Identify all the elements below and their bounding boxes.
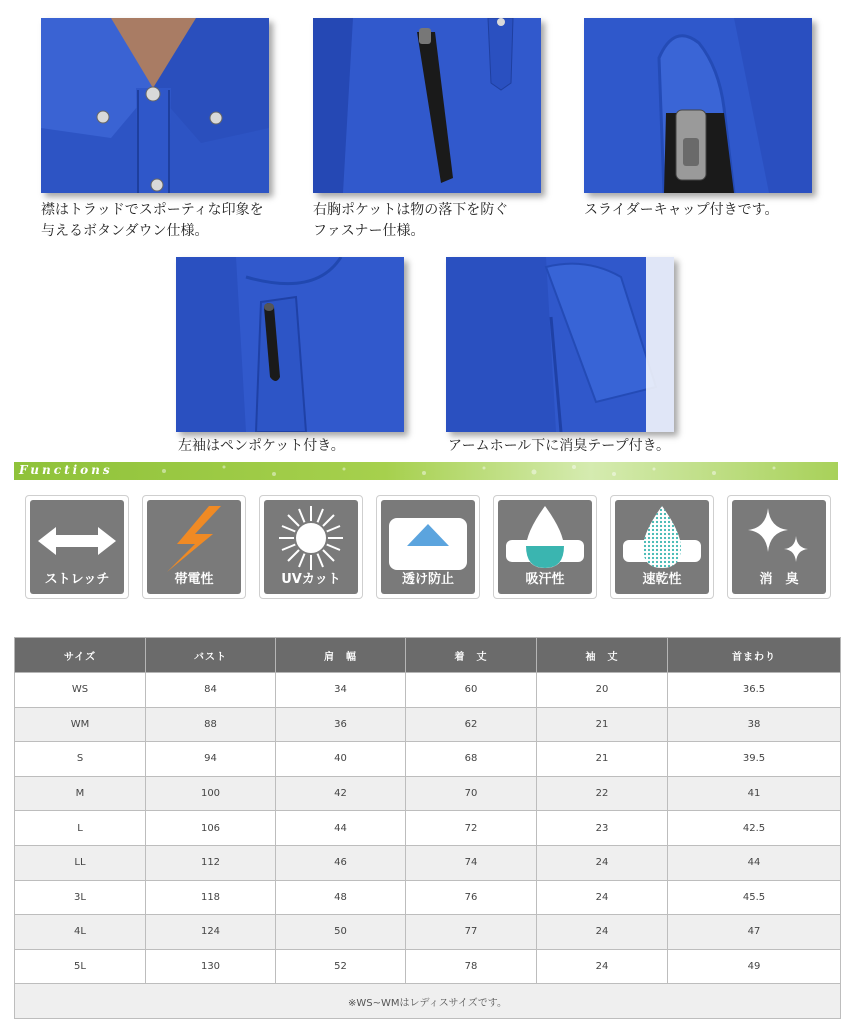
table-cell: 42 xyxy=(276,776,406,811)
function-deodorant xyxy=(727,495,831,599)
function-antistatic xyxy=(142,495,246,599)
header-size: サイズ xyxy=(15,638,146,673)
table-cell: 36.5 xyxy=(668,673,841,708)
table-cell: 70 xyxy=(406,776,537,811)
collar-icon xyxy=(41,18,269,193)
table-cell: 41 xyxy=(668,776,841,811)
table-cell: 74 xyxy=(406,845,537,880)
function-sweat-absorb xyxy=(493,495,597,599)
functions-banner xyxy=(14,462,838,480)
slider-cap-photo xyxy=(584,18,812,193)
table-cell: 44 xyxy=(276,811,406,846)
table-cell: 36 xyxy=(276,707,406,742)
table-cell: WS xyxy=(15,673,146,708)
table-cell: 62 xyxy=(406,707,537,742)
function-label: 消 臭 xyxy=(759,572,799,587)
table-row xyxy=(15,673,841,708)
function-quick-dry xyxy=(610,495,714,599)
table-cell: 24 xyxy=(537,880,668,915)
table-cell: 48 xyxy=(276,880,406,915)
caption-slider xyxy=(584,200,778,221)
table-cell: 39.5 xyxy=(668,742,841,777)
table-cell: 50 xyxy=(276,915,406,950)
table-cell: 112 xyxy=(146,845,276,880)
caption-line: 襟はトラッドでスポーティな印象を xyxy=(41,202,264,218)
table-cell: 47 xyxy=(668,915,841,950)
table-row xyxy=(15,811,841,846)
table-cell: 60 xyxy=(406,673,537,708)
table-cell: WM xyxy=(15,707,146,742)
table-cell: LL xyxy=(15,845,146,880)
function-label: UVカット xyxy=(281,572,341,587)
caption-line: スライダーキャップ付きです。 xyxy=(584,202,779,218)
table-cell: 24 xyxy=(537,915,668,950)
caption-line: 与えるボタンダウン仕様。 xyxy=(41,223,209,239)
table-cell: 40 xyxy=(276,742,406,777)
function-label: 透け防止 xyxy=(401,572,454,587)
header-neck: 首まわり xyxy=(668,638,841,673)
table-cell: 4L xyxy=(15,915,146,950)
table-cell: 76 xyxy=(406,880,537,915)
function-label: 帯電性 xyxy=(174,572,214,587)
table-cell: 49 xyxy=(668,949,841,984)
table-cell: M xyxy=(15,776,146,811)
function-uv xyxy=(259,495,363,599)
table-cell: S xyxy=(15,742,146,777)
function-label: 吸汗性 xyxy=(525,572,565,587)
caption-line: 右胸ポケットは物の落下を防ぐ xyxy=(313,202,509,218)
size-table xyxy=(14,637,841,1019)
armhole-icon xyxy=(446,257,674,432)
table-cell: 23 xyxy=(537,811,668,846)
header-shoulder: 肩 幅 xyxy=(276,638,406,673)
table-cell: 77 xyxy=(406,915,537,950)
function-label: ストレッチ xyxy=(44,572,110,587)
table-row xyxy=(15,742,841,777)
table-cell: 94 xyxy=(146,742,276,777)
caption-line: 左袖はペンポケット付き。 xyxy=(178,438,345,454)
header-bust: バスト xyxy=(146,638,276,673)
function-label: 速乾性 xyxy=(642,572,682,587)
collar-photo xyxy=(41,18,269,193)
table-cell: 21 xyxy=(537,707,668,742)
table-cell: 68 xyxy=(406,742,537,777)
header-length: 着 丈 xyxy=(406,638,537,673)
table-cell: 21 xyxy=(537,742,668,777)
caption-collar xyxy=(41,200,264,242)
table-note: ※WS~WMはレディスサイズです。 xyxy=(15,984,841,1019)
table-cell: 24 xyxy=(537,949,668,984)
table-cell: 84 xyxy=(146,673,276,708)
table-cell: 38 xyxy=(668,707,841,742)
table-cell: 124 xyxy=(146,915,276,950)
table-cell: 78 xyxy=(406,949,537,984)
caption-pen xyxy=(178,436,345,457)
table-header-row xyxy=(15,638,841,673)
table-row xyxy=(15,949,841,984)
table-cell: 3L xyxy=(15,880,146,915)
table-cell: 46 xyxy=(276,845,406,880)
table-cell: 88 xyxy=(146,707,276,742)
function-see-through xyxy=(376,495,480,599)
table-row xyxy=(15,845,841,880)
armhole-photo xyxy=(446,257,674,432)
table-cell: 44 xyxy=(668,845,841,880)
table-cell: 42.5 xyxy=(668,811,841,846)
table-cell: 20 xyxy=(537,673,668,708)
table-row xyxy=(15,880,841,915)
table-cell: 24 xyxy=(537,845,668,880)
table-note-row xyxy=(15,984,841,1019)
function-stretch xyxy=(25,495,129,599)
slider-cap-icon xyxy=(584,18,812,193)
table-row xyxy=(15,915,841,950)
table-cell: 118 xyxy=(146,880,276,915)
table-cell: 100 xyxy=(146,776,276,811)
caption-zipper xyxy=(313,200,508,242)
table-cell: 72 xyxy=(406,811,537,846)
header-sleeve: 袖 丈 xyxy=(537,638,668,673)
table-cell: 22 xyxy=(537,776,668,811)
table-cell: 130 xyxy=(146,949,276,984)
caption-line: ファスナー仕様。 xyxy=(313,223,425,239)
table-cell: 5L xyxy=(15,949,146,984)
grunge-texture xyxy=(14,462,838,480)
table-cell: 34 xyxy=(276,673,406,708)
pen-pocket-icon xyxy=(176,257,404,432)
zipper-pocket-icon xyxy=(313,18,541,193)
table-cell: 52 xyxy=(276,949,406,984)
table-cell: 45.5 xyxy=(668,880,841,915)
caption-armhole xyxy=(448,436,670,457)
table-row xyxy=(15,707,841,742)
table-cell: L xyxy=(15,811,146,846)
pen-pocket-photo xyxy=(176,257,404,432)
functions-title: Functions xyxy=(19,463,113,477)
function-icons xyxy=(25,495,831,599)
table-cell: 106 xyxy=(146,811,276,846)
table-row xyxy=(15,776,841,811)
caption-line: アームホール下に消臭テープ付き。 xyxy=(448,438,671,454)
zipper-pocket-photo xyxy=(313,18,541,193)
